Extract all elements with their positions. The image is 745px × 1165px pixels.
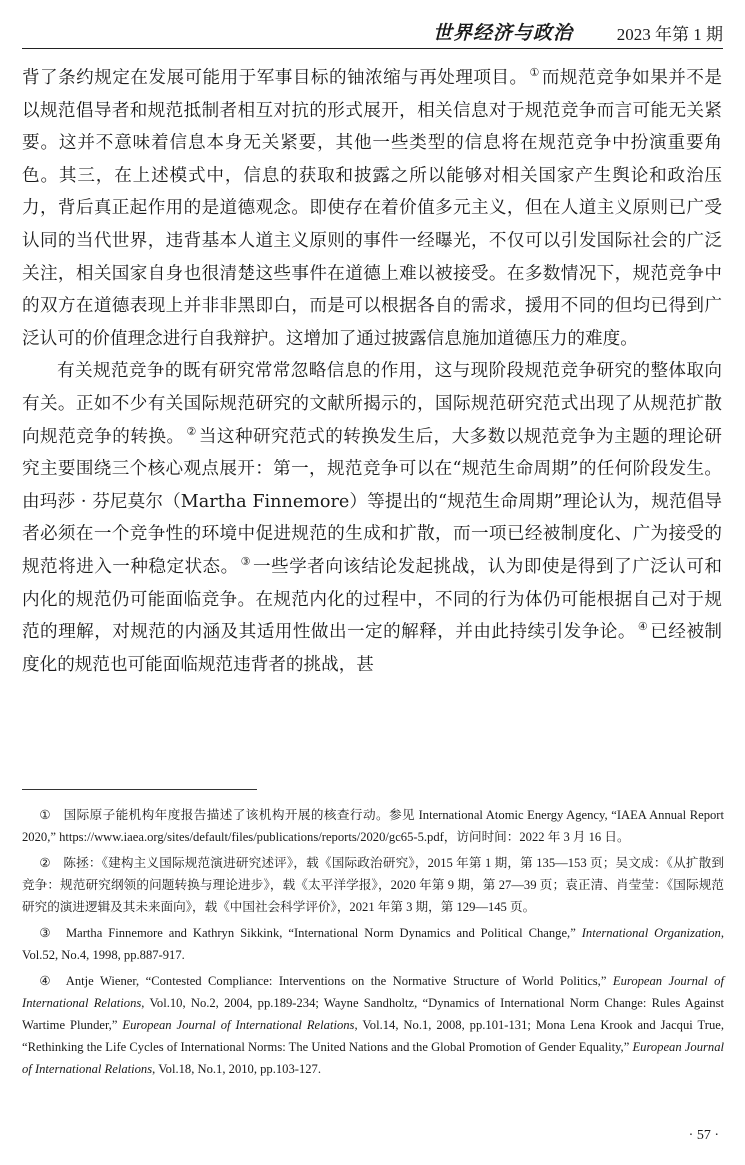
text-run: 已经被制度化的规范也可能面临规范违背者的挑战，甚 [22, 622, 722, 675]
journal-name: European Journal of International Relations [22, 974, 724, 1010]
text-run: 当这种研究范式的转换发生后，大多数以规范竞争为主题的理论研究主要围绕三个核心观点展开：第一，规范竞争可以在“规范生命周期”的任何阶段发生。由玛莎 · 芬尼莫尔（Martha Finnemore）等提出的“规范生命周期”理论认为，规范倡导者必须在一个竞争性的环境中促进规范的生成和扩散，而一项已经被制度化、广为接受的规范将进入一种稳定状态。 [22, 426, 722, 577]
paragraph [22, 62, 722, 355]
footnote-text: 陈拯：《建构主义国际规范演进研究述评》，载《国际政治研究》，2015 年第 1 期，第 135—153 页；吴文成：《从扩散到竞争：规范研究纲领的问题转换与理论进步》，载《太平洋学报》，2020 年第 9 期，第 27—39 页；袁正清、肖莹莹：《国际规范研究的演进逻辑及其未来面向》，载《中国社会科学评价》，2021 年第 3 期，第 129—145 页。 [22, 856, 724, 914]
footnote-ref[interactable]: ④ [637, 620, 649, 634]
footnote-text: Antje Wiener, “Contested Compliance: Interventions on the Normative Structure of World Politics,” [65, 974, 613, 988]
footnote-text: , Vol.52, No.4, 1998, pp.887-917. [22, 926, 724, 962]
paragraph [22, 355, 722, 681]
text-run: 一些学者向该结论发起挑战，认为即使是得到了广泛认可和内化的规范仍可能面临竞争。在规范内化的过程中，不同的行为体仍可能根据自己对于规范的理解，对规范的内涵及其适用性做出一定的解释，并由此持续引发争论。 [22, 556, 722, 643]
footnotes [22, 804, 724, 1084]
footnote-text: , Vol.18, No.1, 2010, pp.103-127. [152, 1062, 321, 1076]
journal-name: European Journal of International Relations [122, 1018, 355, 1032]
journal-name: International Organization [581, 926, 721, 940]
footnote-ref[interactable]: ② [186, 424, 197, 438]
footnote-ref[interactable]: ① [529, 66, 540, 80]
journal-name: European Journal of International Relations [22, 1040, 724, 1076]
footnote-text: 国际原子能机构年度报告描述了该机构开展的核查行动。参见 International Atomic Energy Agency, “IAEA Annual Report 2020,” https://www.iaea.org/sites/default/files/publications/reports/2020/gc65-5.pdf，访问时间：2022 年 3 月 16 日。 [22, 808, 724, 844]
footnote [22, 970, 724, 1080]
text-run: 而规范竞争如果并不是以规范倡导者和规范抵制者相互对抗的形式展开，相关信息对于规范竞争而言可能无关紧要。这并不意味着信息本身无关紧要，其他一些类型的信息将在规范竞争中扮演重要角色。其三，在上述模式中，信息的获取和披露之所以能够对相关国家产生舆论和政治压力，背后真正起作用的是道德观念。即使存在着价值多元主义，但在人道主义原则已广受认同的当代世界，违背基本人道主义原则的事件一经曝光，不仅可以引发国际社会的广泛关注，相关国家自身也很清楚这些事件在道德上难以被接受。在多数情况下，规范竞争中的双方在道德表现上并非非黑即白，而是可以根据各自的需求，援用不同的但均已得到广泛认可的价值理念进行自我辩护。这增加了通过披露信息施加道德压力的难度。 [22, 68, 722, 349]
footnote-text: , Vol.14, No.1, 2008, pp.101-131; Mona Lena Krook and Jacqui True, “Rethinking the Life Cycles of International Norms: The United Nations and the Global Promotion of Gender Equality,” [22, 1018, 724, 1054]
footnote-number: ③ [39, 926, 51, 940]
text-run: 背了条约规定在发展可能用于军事目标的铀浓缩与再处理项目。 [22, 68, 528, 88]
issue-label: 2023 年第 1 期 [616, 25, 723, 44]
journal-title: 世界经济与政治 [432, 22, 573, 44]
footnote [22, 852, 724, 918]
footnote [22, 922, 724, 966]
page-number: · 57 · [688, 1128, 719, 1143]
footnote-ref[interactable]: ③ [240, 555, 251, 569]
footnote-text: Martha Finnemore and Kathryn Sikkink, “International Norm Dynamics and Political Change,” [65, 926, 582, 940]
footnote-text: , Vol.10, No.2, 2004, pp.189-234; Wayne Sandholtz, “Dynamics of International Norm Change: Rules Against Wartime Plunder,” [22, 996, 724, 1032]
text-run: 有关规范竞争的既有研究常常忽略信息的作用，这与现阶段规范竞争研究的整体取向有关。正如不少有关国际规范研究的文献所揭示的，国际规范研究范式出现了从规范扩散向规范竞争的转换。 [22, 361, 722, 447]
footnote-number: ② [39, 856, 51, 870]
footnote [22, 804, 724, 848]
footnote-divider [22, 789, 257, 790]
running-header [22, 10, 723, 49]
footnote-number: ④ [39, 974, 51, 988]
footnote-number: ① [39, 808, 51, 822]
main-text [22, 62, 722, 681]
